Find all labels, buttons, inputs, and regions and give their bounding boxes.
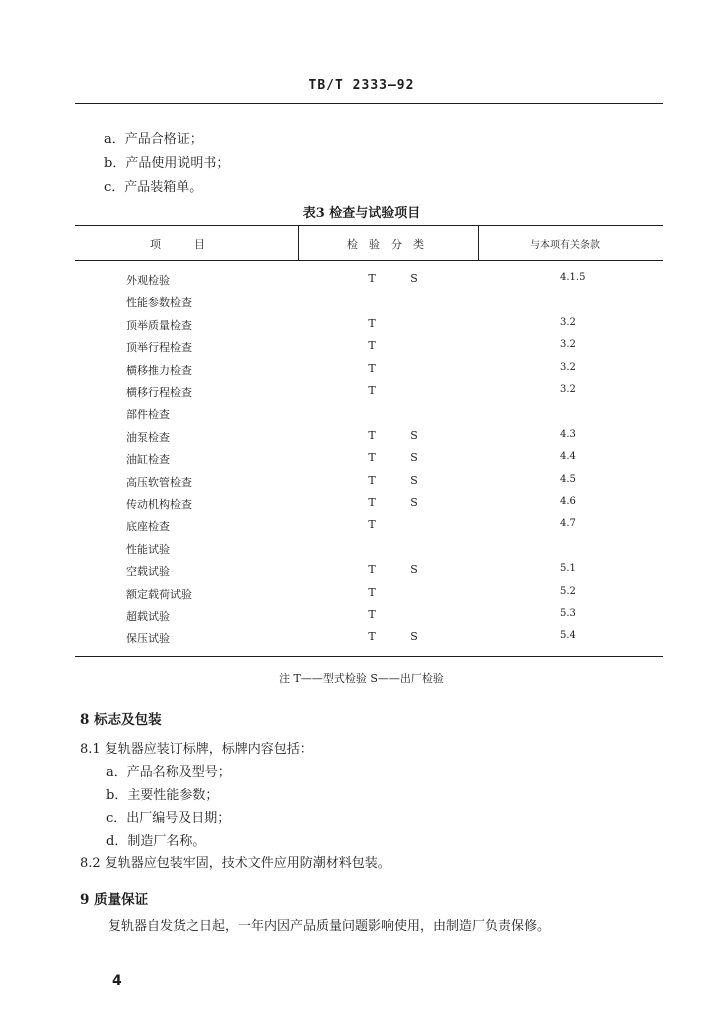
table-cell-item: 传动机构检查 [126, 498, 192, 511]
table-cell-item: 顶举质量检查 [126, 318, 192, 332]
table-cell-item: 性能试验 [126, 542, 170, 556]
table-cell-type-test: T [368, 473, 376, 487]
table-cell-item: 超载试验 [126, 610, 170, 623]
table-cell-item: 油泵检查 [126, 430, 170, 444]
list-item: a．产品合格证； [104, 132, 203, 147]
table-cell-factory-test: S [410, 630, 418, 644]
table-cell-type-test: T [368, 608, 376, 621]
table-cell-factory-test: S [410, 451, 418, 465]
table-cell-item: 保压试验 [126, 632, 170, 646]
page-number: 4 [112, 973, 122, 989]
table-row [75, 608, 663, 630]
table-cell-type-test: T [368, 384, 376, 397]
table-cell-clause: 3.2 [560, 316, 576, 328]
table-cell-item: 部件检查 [126, 408, 170, 422]
table-header-item: 项 目 [150, 238, 205, 251]
clause-8-2: 8.2 复轨器应包装牢固，技术文件应用防潮材料包装。 [80, 856, 391, 871]
table-row [75, 294, 663, 316]
table-row [75, 384, 663, 406]
table-column-divider [298, 226, 299, 260]
table-cell-clause: 4.7 [560, 518, 576, 530]
standard-id: TB/T 2333—92 [308, 78, 415, 93]
table-cell-factory-test: S [410, 496, 418, 509]
list-item: b．主要性能参数； [106, 788, 219, 803]
table-note: 注 T——型式检验 S——出厂检验 [279, 672, 444, 685]
table-column-divider [478, 226, 479, 260]
table-cell-type-test: T [368, 451, 376, 465]
table-row [75, 339, 663, 361]
table-cell-clause: 4.3 [560, 428, 576, 440]
table-cell-item: 额定载荷试验 [126, 587, 192, 601]
table-cell-clause: 4.6 [560, 496, 576, 507]
table-row [75, 317, 663, 339]
clause-8-1: 8.1 复轨器应装订标牌，标牌内容包括： [80, 742, 313, 757]
section-heading: 8 标志及包装 [80, 712, 162, 728]
table-row [75, 541, 663, 563]
list-item: c．产品装箱单。 [104, 180, 203, 195]
table-cell-type-test: T [368, 496, 376, 509]
table-cell-item: 外观检验 [126, 274, 170, 287]
header-rule [75, 103, 663, 104]
table-cell-type-test: T [368, 585, 376, 599]
table-row [75, 429, 663, 451]
table-cell-clause: 5.1 [560, 563, 576, 575]
table-cell-type-test: T [368, 272, 376, 285]
table-row [75, 563, 663, 585]
list-item: d．制造厂名称。 [106, 834, 206, 849]
table-cell-item: 空载试验 [126, 565, 170, 579]
table-cell-clause: 5.4 [560, 630, 576, 642]
list-item: b．产品使用说明书； [104, 156, 230, 171]
table-row [75, 474, 663, 496]
table-cell-clause: 5.2 [560, 585, 576, 597]
table-cell-item: 横移推力检查 [126, 363, 192, 377]
table-row [75, 451, 663, 473]
table-bottom-rule [75, 656, 663, 657]
table-row [75, 518, 663, 540]
list-item: c．出厂编号及日期； [106, 811, 231, 826]
section-body: 复轨器自发货之日起，一年内因产品质量问题影响使用，由制造厂负责保修。 [108, 919, 551, 934]
table-cell-factory-test: S [410, 272, 418, 285]
table-row [75, 496, 663, 518]
table-cell-type-test: T [368, 563, 376, 577]
table-row [75, 586, 663, 608]
table-row [75, 272, 663, 294]
table-cell-type-test: T [368, 339, 376, 353]
table-cell-factory-test: S [410, 563, 418, 577]
list-item: a．产品名称及型号； [106, 765, 231, 780]
table-header-rule [75, 260, 663, 261]
table-row [75, 630, 663, 652]
table-top-rule [75, 225, 663, 226]
table-cell-item: 高压软管检查 [126, 475, 192, 489]
table-cell-clause: 3.2 [560, 384, 576, 395]
table-cell-clause: 4.4 [560, 451, 576, 463]
table-cell-clause: 3.2 [560, 339, 576, 351]
table-cell-clause: 3.2 [560, 361, 576, 373]
table-cell-type-test: T [368, 316, 376, 330]
table-cell-clause: 5.3 [560, 608, 576, 619]
table-cell-factory-test: S [410, 473, 418, 487]
table-cell-clause: 4.5 [560, 473, 576, 485]
table-cell-clause: 4.1.5 [560, 272, 586, 283]
table-cell-item: 性能参数检查 [126, 296, 192, 310]
table-cell-factory-test: S [410, 428, 418, 442]
table-cell-type-test: T [368, 361, 376, 375]
table-cell-type-test: T [368, 518, 376, 532]
table-row [75, 362, 663, 384]
table-cell-item: 底座检查 [126, 520, 170, 534]
table-row [75, 406, 663, 428]
table-cell-item: 横移行程检查 [126, 386, 192, 399]
table-header-category: 检 验 分 类 [347, 238, 424, 251]
table-cell-item: 顶举行程检查 [126, 341, 192, 355]
table-caption: 表3 检查与试验项目 [302, 206, 421, 221]
table-cell-item: 油缸检查 [126, 453, 170, 467]
table-cell-type-test: T [368, 630, 376, 644]
table-cell-type-test: T [368, 428, 376, 442]
table-header-clause: 与本项有关条款 [530, 240, 600, 251]
section-heading: 9 质量保证 [80, 892, 149, 908]
